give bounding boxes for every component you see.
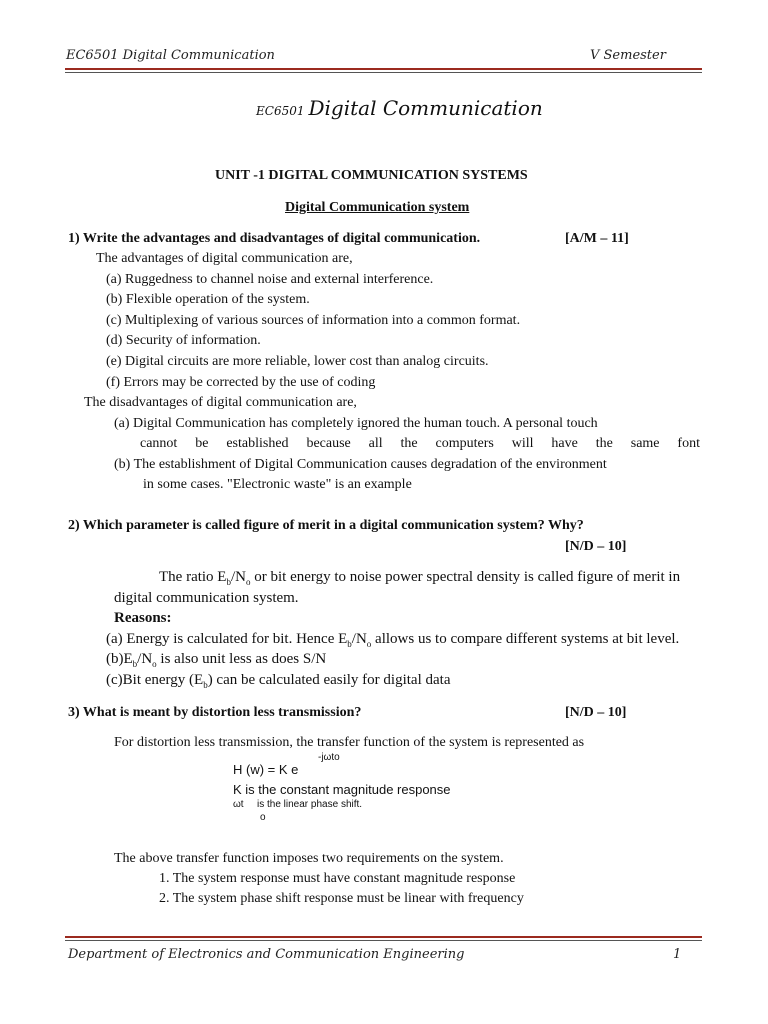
subscript: b: [226, 577, 231, 587]
word: because: [306, 436, 351, 451]
q1-adv-e: (e) Digital circuits are more reliable, lower cost than analog circuits.: [106, 354, 489, 369]
q1-adv-c: (c) Multiplexing of various sources of information into a common format.: [106, 313, 521, 328]
footer-rule: [65, 936, 702, 938]
text: ) can be calculated easily for digital data: [207, 672, 451, 688]
word: the: [400, 436, 418, 451]
q3-tag: [N/D – 10]: [565, 705, 627, 720]
subscript: b: [132, 659, 138, 669]
q2-answer-line2: digital communication system.: [114, 590, 299, 606]
text: (c)Bit energy (E: [106, 672, 204, 688]
q2-reason-b: [106, 651, 326, 669]
q2-question: 2) Which parameter is called figure of merit in a digital communication system? Why?: [68, 518, 584, 533]
q1-adv-intro: The advantages of digital communication are,: [96, 251, 353, 266]
subscript: o: [366, 639, 372, 649]
q3-phase-symbol: ωt: [233, 799, 244, 810]
q2-tag: [N/D – 10]: [565, 539, 627, 554]
page-number: 1: [673, 947, 682, 962]
header-rule-thin: [65, 72, 702, 73]
q1-question: 1) Write the advantages and disadvantages of digital communication.: [68, 231, 481, 246]
text: allows us to compare different systems at bit level.: [371, 631, 680, 647]
subscript: o: [245, 577, 251, 587]
q3-req-intro: The above transfer function imposes two requirements on the system.: [114, 851, 504, 866]
q1-disadv-intro: The disadvantages of digital communication are,: [84, 395, 357, 410]
q2-reason-c: [106, 672, 451, 690]
q3-formula-exponent: -jωto: [318, 752, 340, 763]
page-title: [256, 96, 543, 120]
subscript: b: [347, 639, 352, 649]
word: same: [630, 436, 660, 451]
section-heading: Digital Communication system: [285, 200, 470, 215]
header-right: V Semester: [590, 48, 666, 63]
q2-answer-line1: [159, 569, 680, 587]
q3-question: 3) What is meant by distortion less transmission?: [68, 705, 362, 720]
text: /N: [137, 651, 153, 667]
text: The ratio E: [159, 569, 227, 585]
word: all: [368, 436, 383, 451]
q1-tag: [A/M – 11]: [565, 231, 629, 246]
subscript: o: [152, 659, 157, 669]
title-code: EC6501: [256, 104, 305, 118]
q1-adv-a: (a) Ruggedness to channel noise and external interference.: [106, 272, 434, 287]
q3-phase-subscript: o: [260, 812, 266, 823]
word: have: [551, 436, 578, 451]
word: be: [195, 436, 209, 451]
q1-adv-d: (d) Security of information.: [106, 333, 261, 348]
text: (b)E: [106, 651, 133, 667]
q3-req-2: 2. The system phase shift response must be linear with frequency: [159, 891, 524, 906]
q1-adv-f: (f) Errors may be corrected by the use of coding: [106, 375, 376, 390]
q3-phase-text: is the linear phase shift.: [257, 799, 363, 810]
q1-disadv-a-line1: (a) Digital Communication has completely ignored the human touch. A personal touch: [114, 416, 598, 431]
q1-disadv-a-line2: [140, 436, 700, 452]
q3-intro: For distortion less transmission, the transfer function of the system is represented as: [114, 735, 585, 750]
text: is also unit less as does S/N: [156, 651, 327, 667]
unit-heading: UNIT -1 DIGITAL COMMUNICATION SYSTEMS: [215, 168, 528, 183]
q2-reasons-label: Reasons:: [114, 610, 172, 626]
q1-disadv-b-line1: (b) The establishment of Digital Communication causes degradation of the environment: [114, 457, 607, 472]
q3-req-1: 1. The system response must have constant magnitude response: [159, 871, 516, 886]
word: font: [677, 436, 700, 451]
q3-k-line: K is the constant magnitude response: [233, 782, 451, 797]
q1-disadv-b-line2: in some cases. "Electronic waste" is an example: [143, 477, 412, 492]
title-name: Digital Communication: [308, 96, 543, 120]
formula-text: H (w) = K e: [233, 762, 299, 777]
word: computers: [435, 436, 494, 451]
text: (a) Energy is calculated for bit. Hence E: [106, 631, 348, 647]
word: established: [226, 436, 289, 451]
footer-department: Department of Electronics and Communication Engineering: [68, 947, 465, 962]
q3-formula: [233, 762, 298, 777]
header-rule: [65, 68, 702, 70]
text: or bit energy to noise power spectral density is called figure of merit in: [250, 569, 681, 585]
word: will: [511, 436, 534, 451]
word: cannot: [140, 436, 178, 451]
subscript: b: [203, 680, 208, 690]
q1-adv-b: (b) Flexible operation of the system.: [106, 292, 310, 307]
footer-rule-thin: [65, 940, 702, 941]
text: /N: [351, 631, 367, 647]
header-left: EC6501 Digital Communication: [66, 48, 275, 63]
text: /N: [230, 569, 246, 585]
word: the: [595, 436, 613, 451]
q2-reason-a: [106, 631, 679, 649]
